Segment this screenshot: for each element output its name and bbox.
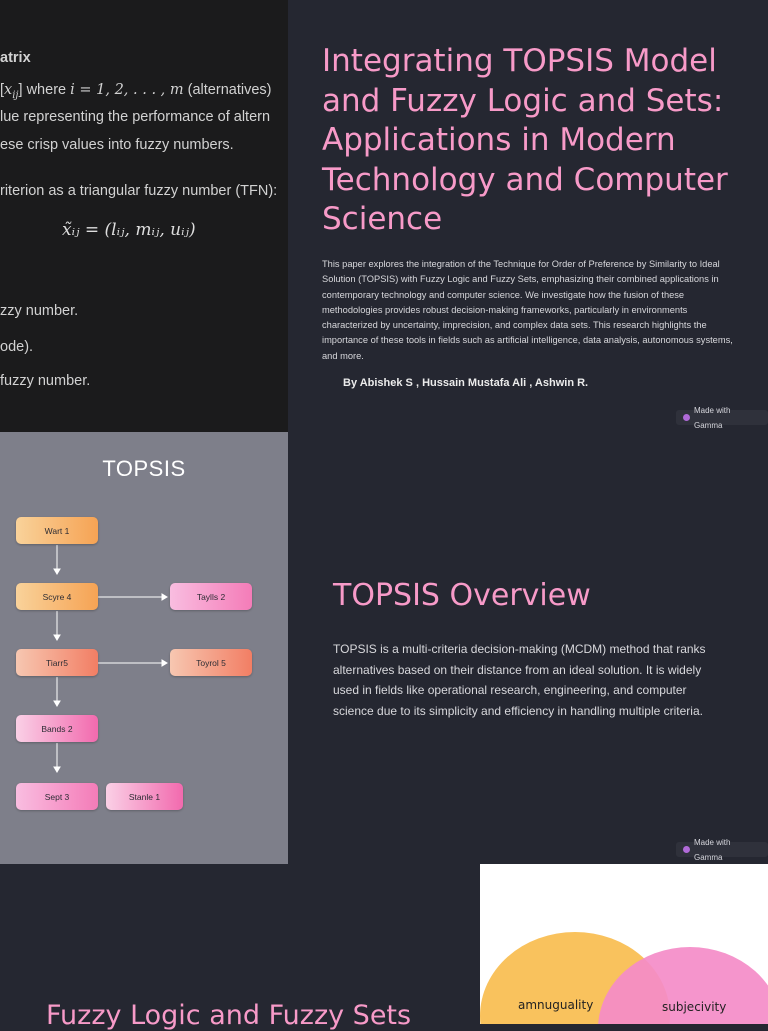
flow-node: Wart 1 xyxy=(16,517,98,544)
section-title: TOPSIS Overview xyxy=(333,578,591,613)
badge-label: Made with Gamma xyxy=(693,405,731,430)
flow-node: Bands 2 xyxy=(16,715,98,742)
flow-node: Sept 3 xyxy=(16,783,98,810)
flow-node: Scyre 4 xyxy=(16,583,98,610)
bracket-open: [ xyxy=(0,82,5,98)
math-line-6: ode). xyxy=(0,339,34,355)
flow-node: Stanle 1 xyxy=(106,783,183,810)
badge-label: Made with Gamma xyxy=(693,837,731,862)
tfn-formula: x̃ᵢⱼ = (lᵢⱼ, mᵢⱼ, uᵢⱼ) xyxy=(62,220,196,240)
flow-node: Toyrol 5 xyxy=(170,649,252,676)
venn-right-label: subjecivity xyxy=(662,1000,727,1014)
venn-left-label: amnuguality xyxy=(518,998,594,1012)
var-sub: ij xyxy=(12,89,19,101)
math-line-4: riterion as a triangular fuzzy number (TFN): xyxy=(0,183,278,199)
flowchart-title: TOPSIS xyxy=(102,456,186,481)
var-x: x xyxy=(4,82,13,98)
math-line-3: ese crisp values into fuzzy numbers. xyxy=(0,137,234,153)
math-line-2: lue representing the performance of altern xyxy=(0,109,271,125)
arrow-head-icon xyxy=(54,635,60,640)
arrow-head-icon xyxy=(54,701,60,706)
authors: By Abishek S , Hussain Mustafa Ali , Ashwin R. xyxy=(343,377,589,389)
index-formula: i = 1, 2, . . . , m xyxy=(70,82,184,98)
slide-description: This paper explores the integration of the Technique for Order of Preference by Similarity to Ideal Solution (TOPSIS) with Fuzzy Logic and Fuzzy Sets, emphasizing their combined applications in contemporary technology and computer science. We investigate how the fusion of these methodologies provides robust decision-making frameworks, particularly in environments characterized by uncertainty, imprecision, and complex data sets. This research highlights the importance of these tools in fields such as artificial intelligence, data analysis, autonomous systems, and more. xyxy=(322,259,733,361)
venn-diagram-image xyxy=(480,864,768,1024)
math-line-1 xyxy=(0,82,271,101)
venn-diagram xyxy=(480,864,768,1024)
flow-node: Tiarr5 xyxy=(16,649,98,676)
topsis-flowchart-image xyxy=(0,432,288,864)
made-with-gamma-badge[interactable] xyxy=(676,405,768,430)
where-text: ] where xyxy=(18,82,71,98)
gamma-logo-icon xyxy=(683,846,690,853)
arrow-head-icon xyxy=(162,660,167,666)
made-with-gamma-badge[interactable] xyxy=(676,837,768,862)
flow-node: Taylls 2 xyxy=(170,583,252,610)
arrow-head-icon xyxy=(162,594,167,600)
math-line-7: fuzzy number. xyxy=(0,373,91,389)
math-line-5: zzy number. xyxy=(0,303,79,319)
gamma-logo-icon xyxy=(683,414,690,421)
matrix-heading: atrix xyxy=(0,50,31,66)
arrow-head-icon xyxy=(54,767,60,772)
section-body: TOPSIS is a multi-criteria decision-making (MCDM) method that ranks alternatives based on their distance from an ideal solution. It is widely used in fields like operational research, engineering, and computer science due to its simplicity and efficiency in handling multiple criteria. xyxy=(333,642,706,718)
arrow-head-icon xyxy=(54,569,60,574)
alternatives-text: (alternatives) xyxy=(183,82,272,98)
math-formula-image xyxy=(0,0,288,432)
slide-title: Integrating TOPSIS Model and Fuzzy Logic and Sets: Applications in Modern Technology and Computer Science xyxy=(322,43,728,237)
section-title: Fuzzy Logic and Fuzzy Sets xyxy=(46,1000,412,1031)
